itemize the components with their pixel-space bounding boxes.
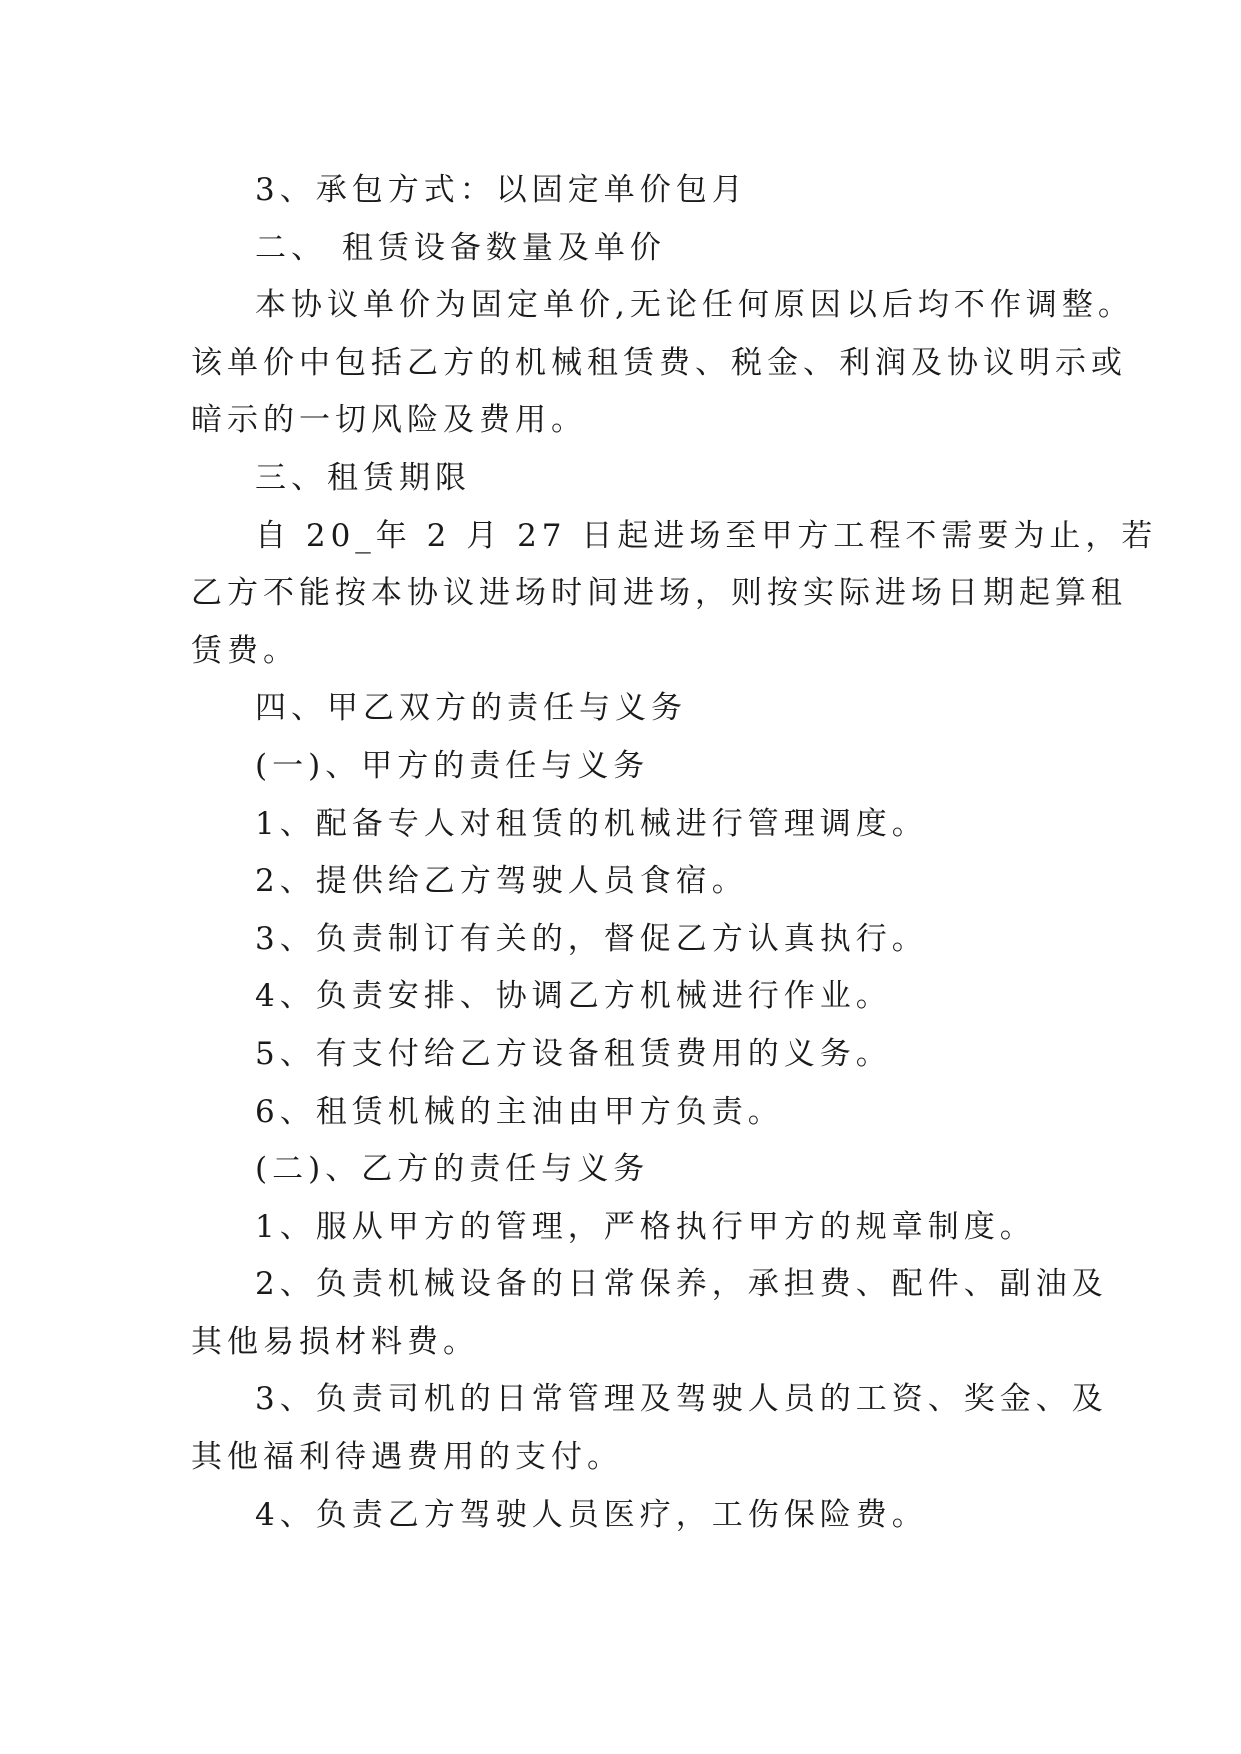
paragraph-line: 其他易损材料费。 xyxy=(191,1323,479,1360)
paragraph xyxy=(191,853,1091,911)
paragraph xyxy=(191,911,1091,969)
paragraph-first-line: 5、有支付给乙方设备租赁费用的义务。 xyxy=(255,1035,892,1072)
paragraph-first-line: 2、提供给乙方驾驶人员食宿。 xyxy=(255,863,748,900)
paragraph-line: 乙方不能按本协议进场时间进场，则按实际进场日期起算租 xyxy=(191,575,1127,612)
paragraph xyxy=(191,277,1134,450)
paragraph xyxy=(191,738,1091,796)
paragraph-first-line: 3、承包方式：以固定单价包月 xyxy=(255,172,748,208)
paragraph-first-line: 四、甲乙双方的责任与义务 xyxy=(255,690,687,727)
paragraph-line: 该单价中包括乙方的机械租赁费、税金、利润及协议明示或 xyxy=(191,344,1127,381)
paragraph-first-line: 6、租赁机械的主油由甲方负责。 xyxy=(255,1093,784,1130)
paragraph xyxy=(191,1084,1091,1142)
paragraph-line: 赁费。 xyxy=(191,632,299,669)
paragraph xyxy=(191,680,1091,738)
paragraph-first-line: 二、 租赁设备数量及单价 xyxy=(255,229,666,266)
paragraph-first-line: 4、负责乙方驾驶人员医疗，工伤保险费。 xyxy=(255,1496,928,1533)
paragraph xyxy=(191,796,1091,854)
paragraph-line: 其他福利待遇费用的支付。 xyxy=(191,1439,623,1476)
paragraph xyxy=(191,1487,1091,1545)
paragraph-first-line: 3、负责司机的日常管理及驾驶人员的工资、奖金、及 xyxy=(255,1381,1108,1418)
paragraph xyxy=(191,1256,1108,1371)
paragraph xyxy=(191,220,1091,278)
paragraph-first-line: (二)、乙方的责任与义务 xyxy=(255,1151,650,1188)
paragraph xyxy=(191,1141,1091,1199)
paragraph-line: 暗示的一切风险及费用。 xyxy=(191,402,587,439)
paragraph-first-line: 2、负责机械设备的日常保养，承担费、配件、副油及 xyxy=(255,1266,1108,1303)
paragraph-first-line: 自 20_年 2 月 27 日起进场至甲方工程不需要为止，若 xyxy=(255,517,1158,554)
paragraph xyxy=(191,968,1091,1026)
paragraph-first-line: 1、配备专人对租赁的机械进行管理调度。 xyxy=(255,805,928,842)
paragraph-first-line: 1、服从甲方的管理，严格执行甲方的规章制度。 xyxy=(255,1208,1036,1245)
paragraph-first-line: 本协议单价为固定单价,无论任何原因以后均不作调整。 xyxy=(255,287,1134,324)
paragraph xyxy=(191,450,1091,508)
paragraph-first-line: (一)、甲方的责任与义务 xyxy=(255,747,650,784)
paragraph xyxy=(191,1026,1091,1084)
paragraph xyxy=(191,508,1158,681)
paragraph-first-line: 4、负责安排、协调乙方机械进行作业。 xyxy=(255,978,892,1015)
paragraph xyxy=(191,1199,1091,1257)
paragraph xyxy=(191,162,1091,220)
paragraph-first-line: 3、负责制订有关的，督促乙方认真执行。 xyxy=(255,920,928,957)
document-body xyxy=(191,162,1158,1544)
paragraph-first-line: 三、租赁期限 xyxy=(255,459,471,496)
paragraph xyxy=(191,1371,1108,1486)
